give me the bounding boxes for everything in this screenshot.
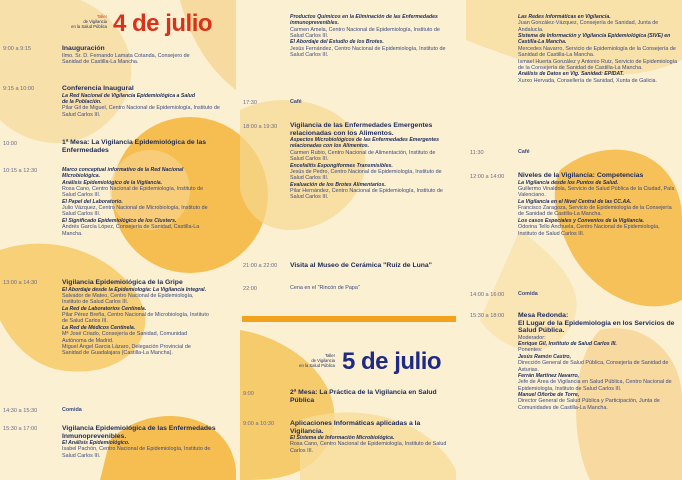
talk-title: La Vigilancia en el Nivel Central de las CC.AA. [518, 198, 632, 205]
event-title: Niveles de la Vigilancia: Competencias [518, 172, 644, 179]
event-gripe [62, 279, 212, 357]
event-museo [290, 262, 456, 270]
event-title: Vigilancia Epidemiológica de las Enfermedades Inmunoprevenibles. [62, 425, 216, 440]
talk-title: Sistema de Información y Vigilancia Epidemiológica (SIVE) en Castilla-La Mancha. [518, 33, 671, 46]
talk-speaker: Isabel Pachón, Centro Nacional de Epidemiología, Instituto de Salud Carlos III. [62, 446, 211, 459]
speakers-label: Ponentes: [518, 347, 543, 354]
event-time: 14:30 a 15:30 [3, 408, 38, 414]
event-inmunoprevenibles [62, 425, 222, 459]
section-divider-bar [242, 316, 456, 322]
event-title: Café [518, 149, 530, 155]
moderator-name: Enrique Gil, Instituto de Salud Carlos III. [518, 341, 617, 348]
event-time: 9:15 a 10:00 [3, 86, 35, 92]
event-comida-2 [518, 291, 678, 297]
talk-speaker: Juan González-Vázquez, Consejería de Sanidad, Junta de Andalucía. [518, 20, 659, 33]
event-inmuno-talks [290, 14, 450, 59]
event-title: Vigilancia de las Enfermedades Emergentes relacionadas con los Alimentos. [290, 122, 433, 137]
subtitle-line: Taller [324, 353, 335, 358]
talk-speaker: Julio Vázquez, Centro Nacional de Microbiología, Instituto de Salud Carlos III. [62, 205, 208, 218]
event-speaker: Ilmo. Sr. D. Fernando Lamata Cotanda, Consejero de [62, 52, 190, 59]
event-time: 17:30 [243, 100, 257, 106]
event-title: 2ª Mesa: La Práctica de la Vigilancia en Salud Pública [290, 389, 437, 404]
talk-speaker: Carmen Amela, Centro Nacional de Epidemiología, Instituto de Salud Carlos III. [290, 26, 440, 39]
talk-speaker: Andrés García López, Consejería de Sanidad, Castilla-La Mancha. [62, 224, 200, 237]
event-time: 18:00 a 19:30 [243, 124, 278, 130]
talk-title: Las Redes Informáticas en Vigilancia. [518, 14, 611, 20]
event-time: 14:00 a 16:00 [470, 292, 505, 298]
event-time: 13:00 a 14:30 [3, 280, 38, 286]
talk-speaker: Xurxo Hervada, Consellería de Sanidad, Xunta de Galicia. [518, 77, 658, 84]
talk-title: La Red de Laboratorios Centinela. [62, 305, 147, 312]
panelist-affiliation: Director General de Salud Pública y Participación, Junta de Comunidades de Castilla-La Mancha. [518, 398, 660, 411]
talk-speaker: Carmen Rubio, Centro Nacional de Alimentación, Instituto de Salud Carlos III. [290, 149, 436, 163]
talk-title: El Análisis Epidemiológico. [62, 440, 130, 447]
event-speaker: Pilar Gil de Miguel, Centro Nacional de Epidemiología, Instituto de Salud Carlos III. [62, 105, 220, 118]
talk-title: Marco conceptual informativo de la Red Nacional Microbiológica. [62, 167, 184, 180]
event-title: Conferencia Inaugural [62, 85, 134, 92]
talk-title: Los casos Especiales y Convenios de la Vigilancia. [518, 217, 645, 224]
talk-speaker: Rosa Cano, Centro Nacional de Epidemiología, Instituto de Salud Carlos III. [62, 185, 204, 199]
panelist-name: Manuel Oñorbe de Torre, [518, 392, 580, 399]
event-cena [290, 285, 456, 291]
event-cafe-2 [518, 149, 678, 155]
talk-title: Evaluación de los Brotes Alimentarios. [290, 181, 386, 188]
event-time: 9:00 [243, 391, 254, 397]
event-title: Inauguración [62, 45, 105, 52]
event-title: Café [290, 99, 302, 105]
panelist-name: Jesús Ramón Castro, [518, 353, 572, 360]
subtitle-line: Taller [96, 14, 107, 19]
column-day-1-cont [240, 0, 456, 480]
talk-speaker: Odorina Tello Anchuela, Centro Nacional de Epidemiología, Instituto de Salud Carlos III. [518, 224, 660, 237]
event-title: Comida [518, 291, 538, 297]
event-mesa-1 [62, 139, 222, 154]
event-time: 10:00 [3, 141, 17, 147]
event-time: 12:00 a 14:00 [470, 174, 505, 180]
talk-title: La Red de Médicos Centinela. [62, 324, 136, 331]
talk-title: El Abordaje desde la Epidemiología: La Vigilancia Integral. [62, 286, 207, 293]
event-time: 10:15 a 12:30 [3, 168, 38, 174]
talk-speaker: Jesús Fernández, Centro Nacional de Epidemiología, Instituto de Salud Carlos III. [290, 45, 446, 59]
event-mesa-2 [290, 389, 450, 404]
talk-title: El Sistema de Información Microbiológica. [290, 435, 395, 442]
event-time: 21:00 a 22:00 [243, 263, 278, 269]
talk-speaker: Guillermo Vinaldola, Servicio de Salud Pública de la Ciudad, País Valenciano. [518, 185, 675, 199]
talk-title: El Papel del Laboratorio. [62, 198, 123, 205]
panelist-name: Ferrán Martínez Navarro, [518, 373, 580, 379]
event-cafe [290, 99, 450, 105]
talk-title: Análisis de Datos en Vig. Sanidad: EPIDAT. [518, 71, 624, 78]
event-niveles [518, 172, 678, 237]
event-informatica-talks [518, 14, 678, 84]
day1-title: 4 de julio [113, 10, 213, 37]
talk-speaker: Miguel Ángel Garcia Lázaro, Delegación Provincial de Sanidad de Guadalajara (Castilla-La Mancha). [62, 343, 191, 357]
event-mesa-1-talks [62, 167, 212, 237]
event-speaker: Sanidad de Castilla-La Mancha. [62, 59, 139, 65]
subtitle-line: de Vigilancia [311, 358, 335, 363]
event-title: Mesa Redonda: [518, 312, 569, 319]
subtitle-line: en la Salud Pública [71, 24, 107, 29]
subtitle-line: en la Salud Pública [299, 363, 335, 368]
talk-speaker: Jesús de Pedro, Centro Nacional de Epidemiología, Instituto de Salud Carlos III. [290, 168, 442, 182]
event-mesa-redonda [518, 312, 678, 411]
event-time: 9:00 a 9:15 [3, 46, 31, 52]
moderator-label: Moderador: [518, 334, 546, 341]
column-day-1 [0, 0, 236, 480]
event-conferencia [62, 85, 234, 118]
event-time: 9:00 a 10:30 [243, 421, 275, 427]
talk-speaker: Rosa Cano, Centro Nacional de Epidemiología, Instituto de Salud Carlos III. [290, 441, 447, 454]
event-inauguracion [62, 45, 234, 65]
talk-title: Aspectos Microbiológicos de las Enfermedades Emergentes relacionadas con los Alimentos. [290, 137, 440, 150]
event-time: 15:30 a 17:00 [3, 426, 38, 432]
event-time: 22:00 [243, 286, 257, 292]
talk-title: Encefalitis Espongiformes Transmisibles. [290, 162, 393, 169]
day2-subtitle [280, 353, 335, 368]
event-title: Visita al Museo de Cerámica "Ruiz de Luna" [290, 262, 432, 269]
talk-speaker: Mª José Criado, Consejería de Sanidad, Comunidad Autónoma de Madrid. [62, 331, 188, 344]
panelist-affiliation: Jefe de Área de Vigilancia en Salud Pública, Centro Nacional de Epidemiología, Instituto de Salud Carlos III. [518, 379, 672, 392]
event-topic: La Red Nacional de Vigilancia Epidemiológica a Salud [62, 92, 195, 99]
event-comida [62, 407, 212, 413]
event-time: 15:30 a 18:00 [470, 313, 505, 319]
event-title: 1ª Mesa: La Vigilancia Epidemiológica de las Enfermedades [62, 139, 207, 154]
event-title: Cena en el "Rincón de Papa" [290, 285, 360, 291]
talk-speaker: Mercedes Navarro, Servicio de Epidemiología de la Consejería de Sanidad de Castilla-La Mancha. [518, 45, 676, 59]
column-day-2 [466, 0, 682, 480]
event-title: Vigilancia Epidemiológica de la Gripe [62, 279, 183, 286]
event-alimentos [290, 122, 450, 201]
panelist-affiliation: Dirección General de Salud Pública, Consejería de Sanidad de Asturias. [518, 360, 669, 373]
day2-title: 5 de julio [342, 348, 442, 375]
talk-speaker: Francisco Zaragoza, Servicio de Epidemiología de la Consejería de Sanidad de Castilla-La Mancha. [518, 205, 672, 218]
event-informatica [290, 420, 450, 454]
talk-title: Productos Químicos en la Eliminación de las Enfermedades inmunoprevenibles. [290, 14, 438, 27]
day1-subtitle [52, 14, 107, 29]
subtitle-line: de Vigilancia [83, 19, 107, 24]
talk-title: La Vigilancia desde los Puntos de Salud. [518, 179, 619, 186]
talk-speaker: Salvador de Mateo, Centro Nacional de Epidemiología, Instituto de Salud Carlos III. [62, 292, 194, 306]
event-title: Comida [62, 407, 82, 413]
event-topic: de la Población. [62, 98, 102, 105]
talk-title: El Significado Epidemiológico de los Clusters. [62, 217, 177, 224]
event-time: 11:30 [470, 150, 484, 156]
talk-speaker: Pilar Pérez Breña, Centro Nacional de Microbiología, Instituto de Salud Carlos III. [62, 312, 209, 325]
talk-title: El Abordaje del Estudio de los Brotes. [290, 39, 384, 46]
talk-speaker: Pilar Hernández, Centro Nacional de Epidemiología, Instituto de Salud Carlos III. [290, 188, 443, 201]
talk-speaker: Ismael Huerta González y Antonio Ruiz, Servicio de Epidemiología de la Consejería de Sanidad de Castilla-La Mancha. [518, 58, 678, 71]
event-title: Aplicaciones Informáticas aplicadas a la Vigilancia. [290, 420, 421, 435]
event-subtitle: El Lugar de la Epidemiología en los Servicios de Salud Pública. [518, 319, 675, 335]
talk-title: Análisis Epidemiológico de la Vigilancia. [62, 179, 163, 186]
